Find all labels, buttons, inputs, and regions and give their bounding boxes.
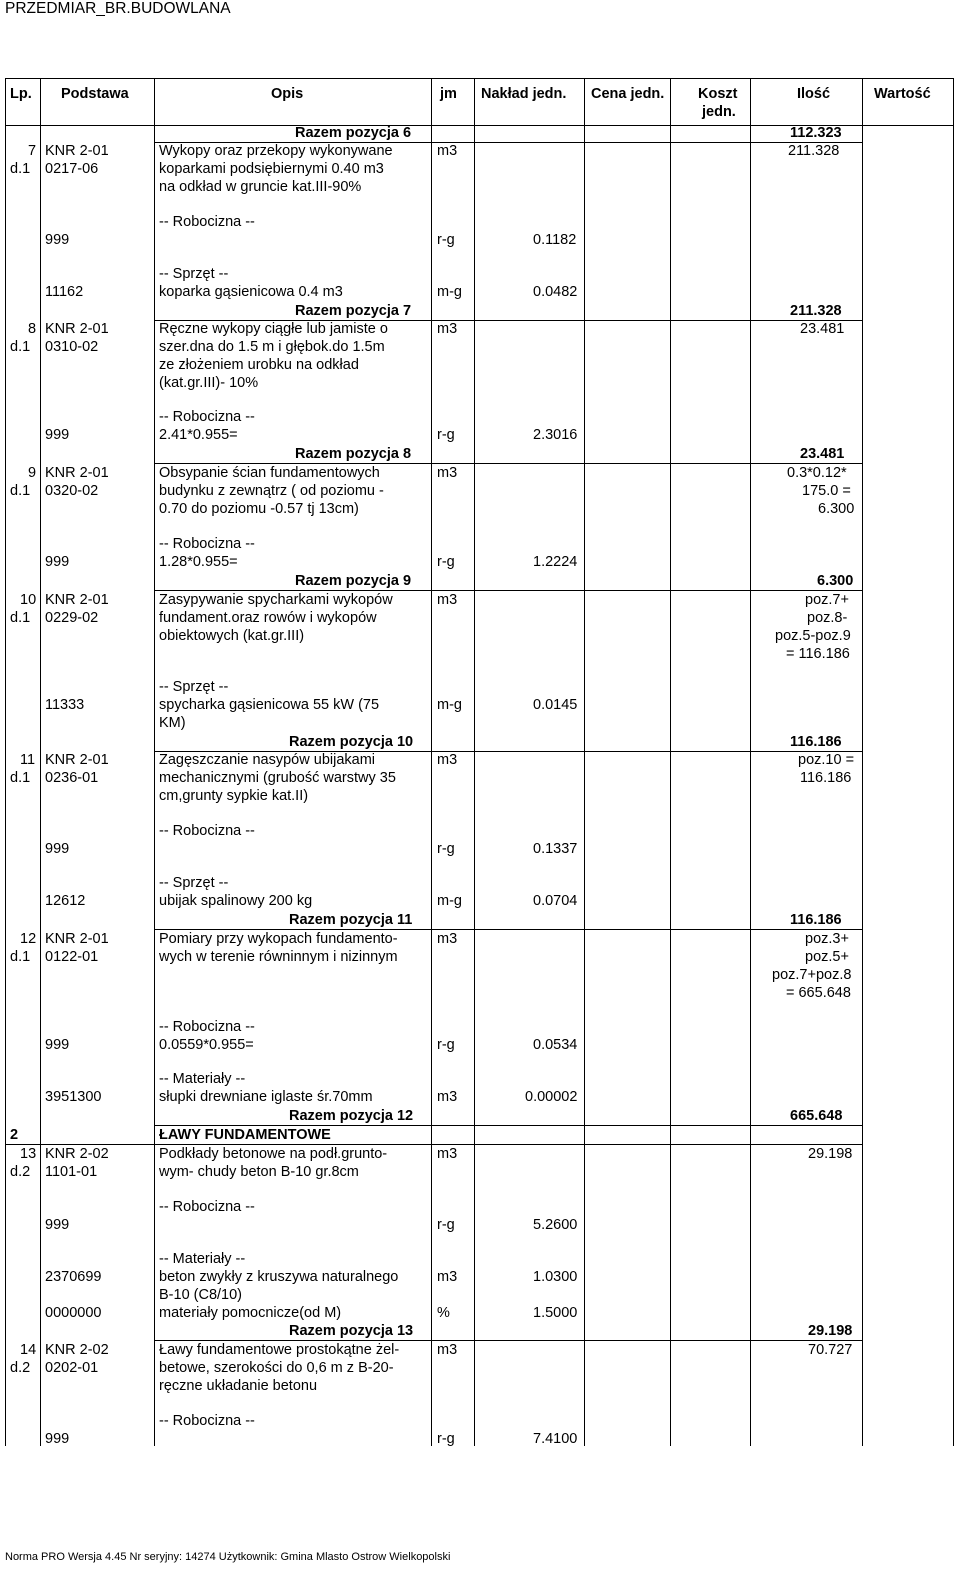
ilosc: poz.5-poz.9	[775, 628, 851, 644]
res-jm: r-g	[437, 841, 455, 857]
res-kod: 12612	[45, 893, 86, 909]
ilosc: 29.198	[808, 1146, 853, 1162]
section-robocizna: -- Robocizna --	[159, 409, 255, 425]
res-naklad: 0.0534	[533, 1037, 578, 1053]
res-opis: koparka gąsienicowa 0.4 m3	[159, 284, 343, 300]
razem-label: Razem pozycja 12	[289, 1108, 414, 1124]
podstawa: KNR 2-01	[45, 321, 109, 337]
opis-line: Ławy fundamentowe prostokątne żel-	[159, 1342, 400, 1358]
ilosc: 116.186	[800, 770, 852, 786]
razem-value: 665.648	[790, 1108, 843, 1124]
res-naklad: 0.00002	[525, 1089, 578, 1105]
res-kod: 2370699	[45, 1269, 102, 1285]
res-naklad: 1.2224	[533, 554, 578, 570]
razem-value: 116.186	[790, 734, 842, 750]
razem-value: 116.186	[790, 912, 842, 928]
res-jm: %	[437, 1305, 450, 1321]
res-opis: beton zwykły z kruszywa naturalnego	[159, 1269, 399, 1285]
opis-line: ze złożeniem urobku na odkład	[159, 357, 359, 373]
footer: Norma PRO Wersja 4.45 Nr seryjny: 14274 Użytkownik: Gmina Mlasto Ostrow Wielkopolski	[5, 1551, 451, 1563]
res-naklad: 7.4100	[533, 1431, 578, 1447]
ilosc: poz.7+	[805, 592, 849, 608]
jm: m3	[437, 1342, 458, 1358]
res-jm: r-g	[437, 1037, 455, 1053]
res-jm: m-g	[437, 893, 462, 909]
res-naklad: 1.5000	[533, 1305, 578, 1321]
res-naklad: 0.0145	[533, 697, 578, 713]
lp: 13	[20, 1146, 37, 1162]
col-wartosc: Wartość	[874, 86, 931, 102]
podstawa-sub: 0229-02	[45, 610, 99, 626]
res-jm: r-g	[437, 427, 455, 443]
razem-value: 112.323	[790, 125, 842, 141]
col-jm: jm	[440, 86, 457, 102]
podstawa-sub: 0202-01	[45, 1360, 99, 1376]
section-robocizna: -- Robocizna --	[159, 1019, 255, 1035]
opis-line: Wykopy oraz przekopy wykonywane	[159, 143, 393, 159]
opis-line: budynku z zewnątrz ( od poziomu -	[159, 483, 384, 499]
res-jm: m-g	[437, 697, 462, 713]
res-kod: 11333	[45, 697, 85, 713]
res-jm: r-g	[437, 1431, 455, 1447]
opis-line: Obsypanie ścian fundamentowych	[159, 465, 380, 481]
razem-label: Razem pozycja 8	[295, 446, 412, 462]
ilosc: 70.727	[808, 1342, 853, 1358]
opis-line: szer.dna do 1.5 m i głębok.do 1.5m	[159, 339, 385, 355]
opis-line: ręczne układanie betonu	[159, 1378, 318, 1394]
lp: 10	[20, 592, 37, 608]
section-number: 2	[10, 1127, 19, 1143]
razem-label: Razem pozycja 6	[295, 125, 412, 141]
ilosc: poz.7+poz.8	[772, 967, 852, 983]
res-naklad: 2.3016	[533, 427, 578, 443]
podstawa-sub: 0122-01	[45, 949, 99, 965]
razem-value: 6.300	[817, 573, 854, 589]
lp-sub: d.1	[10, 770, 31, 786]
col-lp: Lp.	[10, 86, 32, 102]
page-title: PRZEDMIAR_BR.BUDOWLANA	[5, 0, 231, 17]
podstawa: KNR 2-01	[45, 752, 109, 768]
col-opis: Opis	[271, 86, 304, 102]
opis-line: koparkami podsiębiernymi 0.40 m3	[159, 161, 384, 177]
res-naklad: 0.1182	[533, 232, 577, 248]
jm: m3	[437, 321, 458, 337]
lp: 7	[28, 143, 37, 159]
res-jm: r-g	[437, 232, 455, 248]
opis-line: fundament.oraz rowów i wykopów	[159, 610, 377, 626]
res-naklad: 0.1337	[533, 841, 578, 857]
res-jm: r-g	[437, 1217, 455, 1233]
ilosc: 0.3*0.12*	[787, 465, 847, 481]
lp: 11	[20, 752, 36, 768]
res-kod: 999	[45, 1217, 70, 1233]
col-naklad: Nakład jedn.	[481, 86, 567, 102]
jm: m3	[437, 592, 458, 608]
ilosc: = 665.648	[786, 985, 851, 1001]
ilosc: 6.300	[818, 501, 855, 517]
section-sprzet: -- Sprzęt --	[159, 266, 229, 282]
res-opis: KM)	[159, 715, 186, 731]
podstawa-sub: 0236-01	[45, 770, 99, 786]
opis-line: Zagęszczanie nasypów ubijakami	[159, 752, 375, 768]
res-kod: 3951300	[45, 1089, 102, 1105]
ilosc: 23.481	[800, 321, 845, 337]
razem-value: 23.481	[800, 446, 845, 462]
lp-sub: d.1	[10, 949, 31, 965]
res-opis: 2.41*0.955=	[159, 427, 238, 443]
opis-line: obiektowych (kat.gr.III)	[159, 628, 305, 644]
ilosc: = 116.186	[786, 646, 850, 662]
lp: 12	[20, 931, 37, 947]
col-podstawa: Podstawa	[61, 86, 129, 102]
lp: 9	[28, 465, 37, 481]
opis-line: betowe, szerokości do 0,6 m z B-20-	[159, 1360, 394, 1376]
section-materialy: -- Materiały --	[159, 1071, 246, 1087]
ilosc: 175.0 =	[802, 483, 851, 499]
section-robocizna: -- Robocizna --	[159, 1199, 255, 1215]
col-cena: Cena jedn.	[591, 86, 665, 102]
col-koszt: Koszt	[698, 86, 738, 102]
res-opis: 1.28*0.955=	[159, 554, 238, 570]
ilosc: poz.8-	[807, 610, 848, 626]
section-robocizna: -- Robocizna --	[159, 214, 255, 230]
res-naklad: 0.0482	[533, 284, 578, 300]
res-opis: ubijak spalinowy 200 kg	[159, 893, 313, 909]
res-kod: 11162	[45, 284, 84, 300]
lp-sub: d.1	[10, 339, 31, 355]
lp-sub: d.2	[10, 1164, 31, 1180]
res-kod: 0000000	[45, 1305, 102, 1321]
razem-label: Razem pozycja 11	[289, 912, 413, 928]
razem-label: Razem pozycja 13	[289, 1323, 414, 1339]
opis-line: (kat.gr.III)- 10%	[159, 375, 259, 391]
section-robocizna: -- Robocizna --	[159, 536, 255, 552]
res-kod: 999	[45, 232, 70, 248]
opis-line: Podkłady betonowe na podł.grunto-	[159, 1146, 388, 1162]
jm: m3	[437, 1146, 458, 1162]
jm: m3	[437, 143, 458, 159]
res-jm: m-g	[437, 284, 462, 300]
opis-line: na odkład w gruncie kat.III-90%	[159, 179, 362, 195]
jm: m3	[437, 465, 458, 481]
lp-sub: d.1	[10, 161, 31, 177]
section-title: ŁAWY FUNDAMENTOWE	[159, 1127, 331, 1143]
opis-line: 0.70 do poziomu -0.57 tj 13cm)	[159, 501, 359, 517]
podstawa: KNR 2-02	[45, 1146, 109, 1162]
jm: m3	[437, 931, 458, 947]
res-kod: 999	[45, 1037, 70, 1053]
podstawa-sub: 0320-02	[45, 483, 99, 499]
res-opis: B-10 (C8/10)	[159, 1287, 243, 1303]
col-koszt-2: jedn.	[702, 104, 736, 120]
podstawa-sub: 0310-02	[45, 339, 99, 355]
podstawa-sub: 0217-06	[45, 161, 99, 177]
res-naklad: 1.0300	[533, 1269, 578, 1285]
razem-label: Razem pozycja 9	[295, 573, 412, 589]
podstawa: KNR 2-02	[45, 1342, 109, 1358]
res-kod: 999	[45, 841, 70, 857]
ilosc: 211.328	[788, 143, 840, 159]
res-opis: słupki drewniane iglaste śr.70mm	[159, 1089, 373, 1105]
opis-line: Ręczne wykopy ciągłe lub jamiste o	[159, 321, 388, 337]
opis-line: cm,grunty sypkie kat.II)	[159, 788, 309, 804]
podstawa: KNR 2-01	[45, 592, 109, 608]
ilosc: poz.5+	[805, 949, 849, 965]
res-kod: 999	[45, 554, 70, 570]
razem-label: Razem pozycja 10	[289, 734, 414, 750]
res-opis: materiały pomocnicze(od M)	[159, 1305, 342, 1321]
podstawa-sub: 1101-01	[45, 1164, 98, 1180]
res-opis: spycharka gąsienicowa 55 kW (75	[159, 697, 380, 713]
res-opis: 0.0559*0.955=	[159, 1037, 254, 1053]
opis-line: Pomiary przy wykopach fundamento-	[159, 931, 398, 947]
ilosc: poz.3+	[805, 931, 849, 947]
opis-line: wych w terenie równinnym i nizinnym	[159, 949, 398, 965]
res-naklad: 5.2600	[533, 1217, 578, 1233]
opis-line: Zasypywanie spycharkami wykopów	[159, 592, 393, 608]
ilosc: poz.10 =	[798, 752, 855, 768]
lp-sub: d.1	[10, 610, 31, 626]
res-kod: 999	[45, 427, 70, 443]
razem-value: 29.198	[808, 1323, 853, 1339]
res-jm: m3	[437, 1269, 458, 1285]
res-kod: 999	[45, 1431, 70, 1447]
razem-value: 211.328	[790, 303, 842, 319]
lp-sub: d.2	[10, 1360, 31, 1376]
section-sprzet: -- Sprzęt --	[159, 875, 229, 891]
podstawa: KNR 2-01	[45, 143, 109, 159]
section-robocizna: -- Robocizna --	[159, 1413, 255, 1429]
section-sprzet: -- Sprzęt --	[159, 679, 229, 695]
lp: 8	[28, 321, 37, 337]
section-materialy: -- Materiały --	[159, 1251, 246, 1267]
col-ilosc: Ilość	[797, 86, 831, 102]
podstawa: KNR 2-01	[45, 465, 109, 481]
opis-line: wym- chudy beton B-10 gr.8cm	[159, 1164, 359, 1180]
res-naklad: 0.0704	[533, 893, 578, 909]
opis-line: mechanicznymi (grubość warstwy 35	[159, 770, 396, 786]
res-jm: r-g	[437, 554, 455, 570]
lp: 14	[20, 1342, 37, 1358]
section-robocizna: -- Robocizna --	[159, 823, 255, 839]
podstawa: KNR 2-01	[45, 931, 109, 947]
lp-sub: d.1	[10, 483, 31, 499]
jm: m3	[437, 752, 458, 768]
razem-label: Razem pozycja 7	[295, 303, 412, 319]
res-jm: m3	[437, 1089, 458, 1105]
